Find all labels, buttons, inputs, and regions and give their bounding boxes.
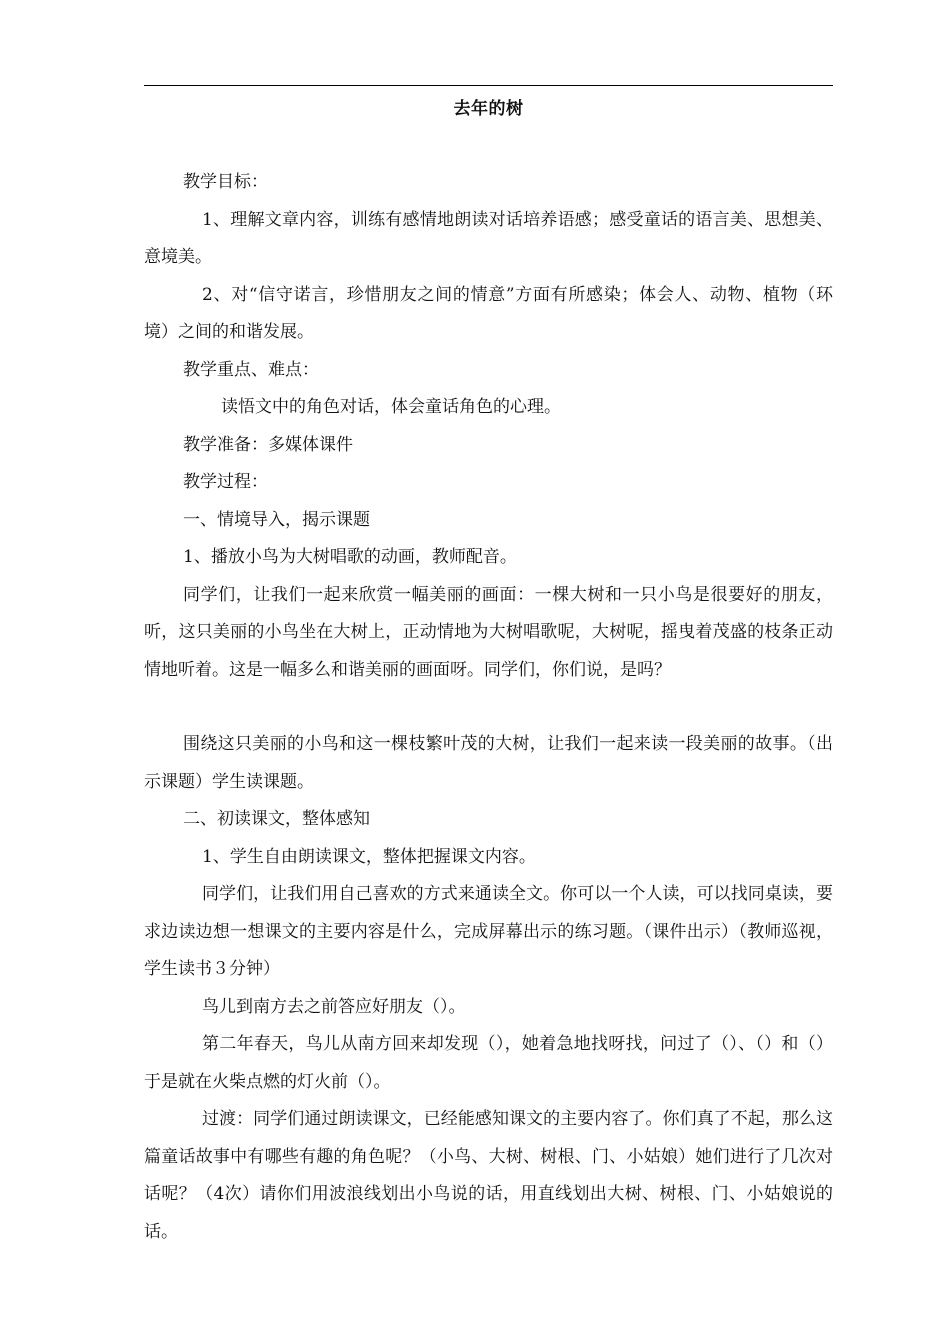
section-1-heading: 一、情境导入，揭示课题	[183, 509, 370, 530]
step-1-1: 1、播放小鸟为大树唱歌的动画，教师配音。	[183, 547, 517, 567]
paragraph-gap	[144, 689, 833, 726]
step-2-1: 1、学生自由朗读课文，整体把握课文内容。	[202, 846, 536, 867]
reading-instruction-paragraph: 同学们，让我们用自己喜欢的方式来通读全文。你可以一个人读，可以找同桌读，要求边读边想一想课文的主要内容是什么，完成屏幕出示的练习题。（课件出示）（教师巡视，学生读书３分钟）	[144, 884, 833, 979]
objective-1: 1、理解文章内容，训练有感情地朗读对话培养语感；感受童话的语言美、思想美、意境美。	[144, 209, 833, 267]
key-points-text: 读悟文中的角色对话，体会童话角色的心理。	[221, 397, 561, 417]
section-2-heading: 二、初读课文，整体感知	[183, 809, 370, 829]
header-rule	[144, 85, 833, 86]
exercise-line-1: 鸟儿到南方去之前答应好朋友（）。	[202, 996, 466, 1017]
process-heading: 教学过程：	[183, 472, 268, 492]
transition-paragraph: 过渡：同学们通过朗读课文，已经能感知课文的主要内容了。你们真了不起，那么这篇童话故事中有哪些有趣的角色呢？（小鸟、大树、树根、门、小姑娘）她们进行了几次对话呢？（4次）请你们用波浪线划出小鸟说的话，用直线划出大树、树根、门、小姑娘说的话。	[144, 1109, 833, 1242]
intro-paragraph: 同学们，让我们一起来欣赏一幅美丽的画面：一棵大树和一只小鸟是很要好的朋友，听，这只美丽的小鸟坐在大树上，正动情地为大树唱歌呢，大树呢，摇曳着茂盛的枝条正动情地听着。这是一幅多么和谐美丽的画面呀。同学们，你们说，是吗？	[144, 584, 833, 680]
objectives-heading: 教学目标：	[183, 172, 268, 192]
story-intro-paragraph: 围绕这只美丽的小鸟和这一棵枝繁叶茂的大树，让我们一起来读一段美丽的故事。（出示课题）学生读课题。	[144, 734, 833, 792]
preparation-line: 教学准备：多媒体课件	[183, 434, 353, 455]
key-points-heading: 教学重点、难点：	[183, 359, 319, 380]
document-title: 去年的树	[453, 99, 524, 119]
exercise-line-2: 第二年春天，鸟儿从南方回来却发现（），她着急地找呀找，问过了（）、（）和（）于是就在火柴点燃的灯火前（）。	[144, 1034, 833, 1092]
objective-2: 2、对“信守诺言，珍惜朋友之间的情意”方面有所感染；体会人、动物、植物（环境）之间的和谐发展。	[144, 284, 833, 342]
document-body	[144, 164, 833, 1251]
